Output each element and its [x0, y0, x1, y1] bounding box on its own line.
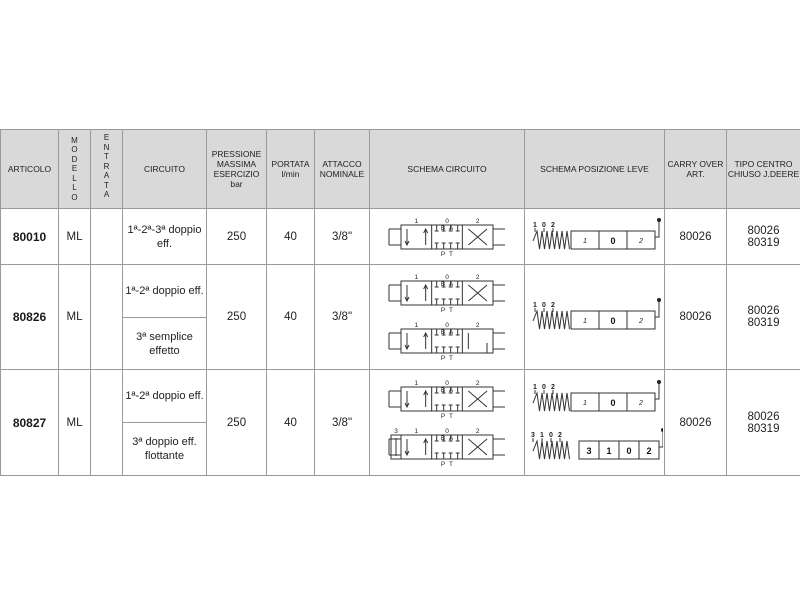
schema-leve-cell	[525, 265, 665, 370]
modello-cell: ML	[59, 265, 91, 370]
port-label-1: 1	[414, 379, 419, 387]
actuator-left	[389, 333, 401, 349]
modello-cell: ML	[59, 370, 91, 476]
valve-body	[401, 435, 493, 459]
port-label-2: 2	[475, 217, 480, 225]
position-label: 0	[625, 445, 632, 456]
port-label-p: P	[440, 307, 446, 314]
position-label: 1	[582, 399, 587, 407]
port-label-t: T	[449, 307, 453, 314]
port-label-p: P	[440, 412, 446, 420]
header-pressione-text: PRESSIONE MASSIMA ESERCIZIO	[211, 149, 262, 179]
entrata-cell	[91, 209, 123, 265]
lever-position-schematic	[527, 379, 663, 419]
header-schema-circuito: SCHEMA CIRCUITO	[370, 130, 525, 209]
port-label-a: A	[448, 434, 454, 442]
blocked-port	[435, 329, 439, 353]
position-label: 2	[638, 399, 643, 407]
table-row	[1, 265, 800, 318]
tipo-centro-cell	[727, 265, 800, 370]
port-label-t: T	[449, 412, 453, 420]
schema-leve-cell	[525, 370, 665, 476]
port-label-t: T	[449, 250, 453, 258]
port-label-0: 0	[445, 274, 449, 281]
port-label-p: P	[440, 250, 446, 258]
valve-schematic-double	[387, 377, 507, 421]
header-pressione-unit: bar	[230, 179, 243, 189]
position-label: 1	[582, 237, 587, 245]
valve-body	[401, 387, 493, 411]
spring-coil	[533, 441, 570, 459]
port-label-b: B	[440, 434, 446, 442]
tipo-centro-cell	[727, 209, 800, 265]
header-attacco: ATTACCO NOMINALE	[315, 130, 370, 209]
circuito-cell: 1ª-2ª-3ª doppio eff.	[123, 209, 207, 265]
arrow-heads-a	[405, 229, 428, 245]
arrow-heads-a	[405, 333, 428, 349]
schema-circuito-cell	[370, 209, 525, 265]
valve-schematic-floating	[387, 425, 507, 469]
header-portata-text: PORTATA	[271, 159, 310, 169]
portata-cell: 40	[267, 209, 315, 265]
port-label-3: 3	[394, 427, 398, 435]
port-label-1: 1	[414, 427, 419, 435]
port-label-p: P	[440, 460, 446, 468]
header-portata-unit: l/min	[281, 169, 300, 179]
detent-label: 1	[532, 302, 537, 309]
actuator-right	[493, 285, 505, 301]
port-label-2: 2	[475, 379, 480, 387]
lever-position-schematic-4	[527, 427, 663, 467]
port-label-1: 1	[414, 322, 419, 329]
position-label: 2	[645, 445, 652, 456]
header-tipo-centro: TIPO CENTRO CHIUSO J.DEERE	[727, 130, 800, 209]
carry-over-cell: 80026	[665, 370, 727, 476]
detent-label: 0	[541, 221, 546, 229]
port-label-0: 0	[445, 427, 449, 435]
table-row	[1, 209, 800, 265]
valve-schematic-3x-double	[387, 215, 507, 259]
lever-knob	[657, 218, 661, 222]
articolo-cell: 80010	[1, 209, 59, 265]
entrata-cell	[91, 265, 123, 370]
pressione-cell: 250	[207, 265, 267, 370]
flow-path-a	[407, 229, 426, 245]
detent-label: 0	[541, 383, 546, 391]
valve-schematic-single	[387, 319, 507, 363]
port-label-t: T	[449, 355, 453, 362]
articolo-cell: 80826	[1, 265, 59, 370]
port-label-1: 1	[414, 274, 419, 281]
port-label-a: A	[448, 386, 454, 394]
position-label: 3	[585, 445, 592, 456]
carry-over-cell: 80026	[665, 265, 727, 370]
entrata-cell	[91, 370, 123, 476]
position-label: 2	[638, 318, 643, 325]
header-portata	[267, 130, 315, 209]
tipo-centro-value-2: 80319	[747, 422, 780, 435]
header-circuito: CIRCUITO	[123, 130, 207, 209]
position-label: 0	[609, 316, 616, 326]
header-entrata-text: ENTRATA	[103, 133, 110, 199]
detent-label: 1	[532, 221, 537, 229]
arrow-heads-a	[405, 391, 428, 407]
schema-circuito-cell	[370, 265, 525, 370]
position-label: 2	[638, 237, 643, 245]
valve-body	[401, 281, 493, 305]
flow-path-cross	[468, 439, 487, 455]
attacco-cell: 3/8"	[315, 209, 370, 265]
position-label: 1	[582, 318, 587, 325]
port-label-b: B	[440, 281, 446, 288]
detent-label: 3	[530, 431, 535, 439]
attacco-cell: 3/8"	[315, 265, 370, 370]
flow-path-a	[407, 333, 426, 349]
blocked-port	[435, 281, 439, 305]
lever-knob	[661, 428, 663, 432]
portata-cell: 40	[267, 265, 315, 370]
lever-knob	[657, 298, 661, 302]
port-label-t: T	[449, 460, 453, 468]
header-articolo: ARTICOLO	[1, 130, 59, 209]
circuito-cell: 3ª doppio eff. flottante	[123, 423, 207, 476]
port-label-a: A	[448, 224, 454, 232]
valve-schematic-double	[387, 271, 507, 315]
header-modello-text: MODELLO	[71, 135, 78, 202]
position-label: 1	[605, 445, 612, 456]
carry-over-cell: 80026	[665, 209, 727, 265]
blocked-port	[456, 225, 460, 249]
flow-path-cross	[468, 391, 487, 407]
header-row	[1, 130, 800, 209]
flow-path-cross	[468, 285, 487, 301]
port-label-a: A	[448, 281, 454, 288]
flow-path-single	[468, 333, 487, 353]
pressione-cell: 250	[207, 370, 267, 476]
detent-label: 0	[541, 302, 546, 309]
actuator-right	[493, 229, 505, 245]
lever-rod	[655, 383, 659, 399]
product-table	[0, 129, 800, 476]
tipo-centro-value-1: 80026	[747, 305, 780, 317]
schema-leve-cell	[525, 209, 665, 265]
detent-label: 2	[550, 221, 555, 229]
actuator-left	[389, 285, 401, 301]
tipo-centro-value-1: 80026	[747, 410, 780, 423]
blocked-port	[456, 329, 460, 353]
position-label: 0	[609, 397, 616, 408]
actuator-right	[493, 391, 505, 407]
lever-knob	[657, 380, 661, 384]
modello-cell: ML	[59, 209, 91, 265]
port-label-0: 0	[445, 379, 449, 387]
position-label: 0	[609, 235, 616, 246]
detent-label: 2	[550, 383, 555, 391]
actuator-right	[493, 439, 505, 455]
lever-position-schematic	[527, 297, 663, 337]
portata-cell: 40	[267, 370, 315, 476]
detent-label: 2	[557, 431, 562, 439]
actuator-left	[389, 229, 401, 245]
header-entrata	[91, 130, 123, 209]
lever-position-schematic	[527, 217, 663, 257]
port-label-0: 0	[445, 217, 449, 225]
arrow-heads-a	[405, 285, 428, 301]
circuito-cell: 3ª semplice effetto	[123, 318, 207, 370]
attacco-cell: 3/8"	[315, 370, 370, 476]
flow-path-a	[407, 439, 426, 455]
spring-coil	[533, 393, 570, 411]
port-label-b: B	[440, 386, 446, 394]
header-pressione	[207, 130, 267, 209]
blocked-port	[435, 225, 439, 249]
port-label-b: B	[440, 224, 446, 232]
port-label-2: 2	[475, 427, 480, 435]
circuito-cell: 1ª-2ª doppio eff.	[123, 265, 207, 318]
port-label-2: 2	[475, 274, 480, 281]
detent-label: 0	[548, 431, 553, 439]
port-label-p: P	[440, 355, 446, 362]
port-label-1: 1	[414, 217, 419, 225]
blocked-port	[456, 281, 460, 305]
tipo-centro-value-2: 80319	[747, 236, 780, 249]
tipo-centro-value-1: 80026	[747, 224, 780, 237]
blocked-port	[456, 387, 460, 411]
valve-body	[401, 329, 493, 353]
header-modello	[59, 130, 91, 209]
spring-coil	[533, 231, 570, 249]
flow-path-a	[407, 391, 426, 407]
actuator-right	[493, 333, 505, 349]
spring-coil	[533, 311, 570, 329]
actuator-left	[389, 391, 401, 407]
port-label-b: B	[440, 329, 446, 336]
flow-path-cross	[468, 229, 487, 245]
valve-body	[401, 225, 493, 249]
lever-rod	[655, 221, 659, 237]
port-label-0: 0	[445, 322, 449, 329]
port-label-2: 2	[475, 322, 480, 329]
detent-label: 1	[539, 431, 544, 439]
tipo-centro-cell	[727, 370, 800, 476]
flow-path-a	[407, 285, 426, 301]
header-schema-leve: SCHEMA POSIZIONE LEVE	[525, 130, 665, 209]
table-row	[1, 370, 800, 423]
blocked-port	[435, 435, 439, 459]
lever-rod	[659, 431, 663, 447]
circuito-cell: 1ª-2ª doppio eff.	[123, 370, 207, 423]
schema-circuito-cell	[370, 370, 525, 476]
lever-rod	[655, 301, 659, 317]
detent-label: 2	[550, 302, 555, 309]
tipo-centro-value-2: 80319	[747, 317, 780, 329]
arrow-heads-a	[405, 439, 428, 455]
blocked-port	[435, 387, 439, 411]
pressione-cell: 250	[207, 209, 267, 265]
port-label-a: A	[448, 329, 454, 336]
detent-label: 1	[532, 383, 537, 391]
header-carry-over: CARRY OVER ART.	[665, 130, 727, 209]
blocked-port	[456, 435, 460, 459]
articolo-cell: 80827	[1, 370, 59, 476]
